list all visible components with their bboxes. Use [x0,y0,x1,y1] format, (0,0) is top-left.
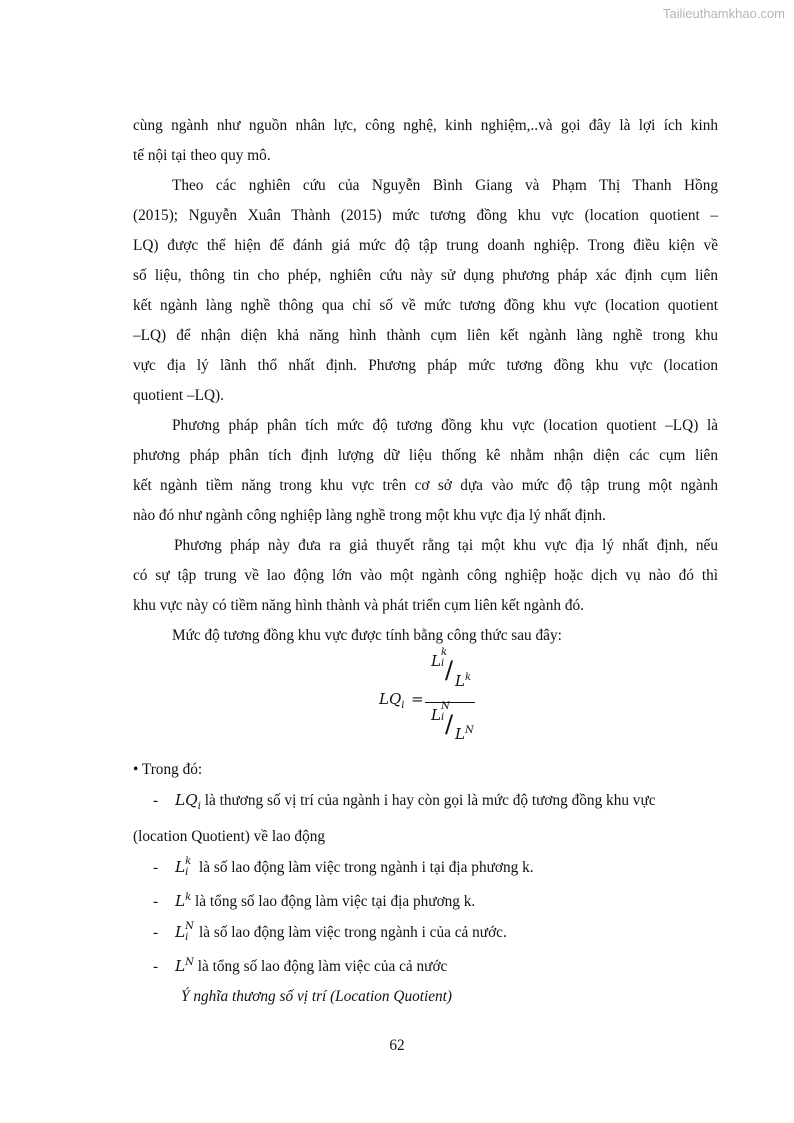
definitions-intro: • Trong đó: [133,761,203,778]
formula-den-l-n: $L^N$ [455,725,474,743]
paragraph-line: Phương pháp phân tích mức độ tương đồng khu vực (location quotient –LQ) là [172,417,718,434]
formula-num-l-ik: L k i [431,647,448,670]
paragraph-line: nào đó như ngành công nghiệp làng nghề trong một khu vực địa lý nhất định. [133,507,606,524]
formula-lhs: $LQ_i$ [379,690,405,711]
paragraph-line: cùng ngành như nguồn nhân lực, công nghệ, kinh nghiệm,..và gọi đây là lợi ích kinh [133,117,718,134]
page-number: 62 [389,1037,405,1054]
formula-equals: = [411,690,424,708]
paragraph-line: Theo các nghiên cứu của Nguyễn Bình Giang và Phạm Thị Thanh Hồng [172,177,718,194]
paragraph-line: Mức độ tương đồng khu vực được tính bằng công thức sau đây: [172,627,562,644]
paragraph-line: –LQ) để nhận diện khả năng hình thành cụm liên kết ngành làng nghề trong khu [133,327,718,344]
paragraph-line: tế nội tại theo quy mô. [133,147,271,164]
paragraph-line: có sự tập trung về lao động lớn vào một ngành công nghiệp hoặc dịch vụ nào đó thì [133,567,718,584]
paragraph-line: phương pháp phân tích định lượng dữ liệu thống kê nhằm nhận diện các cụm liên [133,447,718,464]
definition-item: - $L^k$ là tổng số lao động làm việc tại địa phương k. [153,892,476,911]
formula-den-slash: / [445,710,454,738]
definition-item: - $L^N$ là tổng số lao động làm việc của cả nước [153,957,448,976]
definition-item: - $LQ_i$ là thương số vị trí của ngành i hay còn gọi là mức độ tương đồng khu vực [153,791,656,813]
paragraph-line: số liệu, thông tin cho phép, nghiên cứu này sử dụng phương pháp xác định cụm liên [133,267,718,284]
paragraph-line: LQ) được thể hiện để đánh giá mức độ tập trung doanh nghiệp. Trong điều kiện về [133,237,718,254]
definition-item: - L N i là số lao động làm việc trong ngành i của cả nước. [153,921,507,944]
paragraph-line: khu vực này có tiềm năng hình thành và phát triển cụm liên kết ngành đó. [133,597,584,614]
paragraph-line: kết ngành làng nghề thông qua chỉ số về mức tương đồng khu vực (location quotient [133,297,718,314]
definition-item-cont: (location Quotient) về lao động [133,828,326,846]
paragraph-line: kết ngành tiềm năng trong khu vực trên cơ sở dựa vào mức độ tập trung một ngành [133,477,718,494]
paragraph-line: vực địa lý lãnh thổ nhất định. Phương pháp mức tương đồng khu vực (location [133,357,718,374]
meaning-heading: Ý nghĩa thương số vị trí (Location Quotient) [181,988,453,1006]
definitions-list [133,755,733,1012]
paragraph-line: quotient –LQ). [133,387,224,404]
body-text [133,111,718,651]
formula-num-l-k: $L^k$ [455,672,472,690]
paragraph-line: (2015); Nguyễn Xuân Thành (2015) mức tương đồng khu vực (location quotient – [133,207,718,224]
definition-item: - L k i là số lao động làm việc trong ngành i tại địa phương k. [153,856,534,879]
paragraph-line: Phương pháp này đưa ra giả thuyết rằng tại một khu vực địa lý nhất định, nếu [174,537,718,554]
lq-formula [375,647,515,743]
watermark: Tailieuthamkhao.com [662,6,785,21]
fraction-bar [425,702,475,703]
formula-num-slash: / [445,656,454,684]
formula-den-l-in: L N i [431,701,450,724]
